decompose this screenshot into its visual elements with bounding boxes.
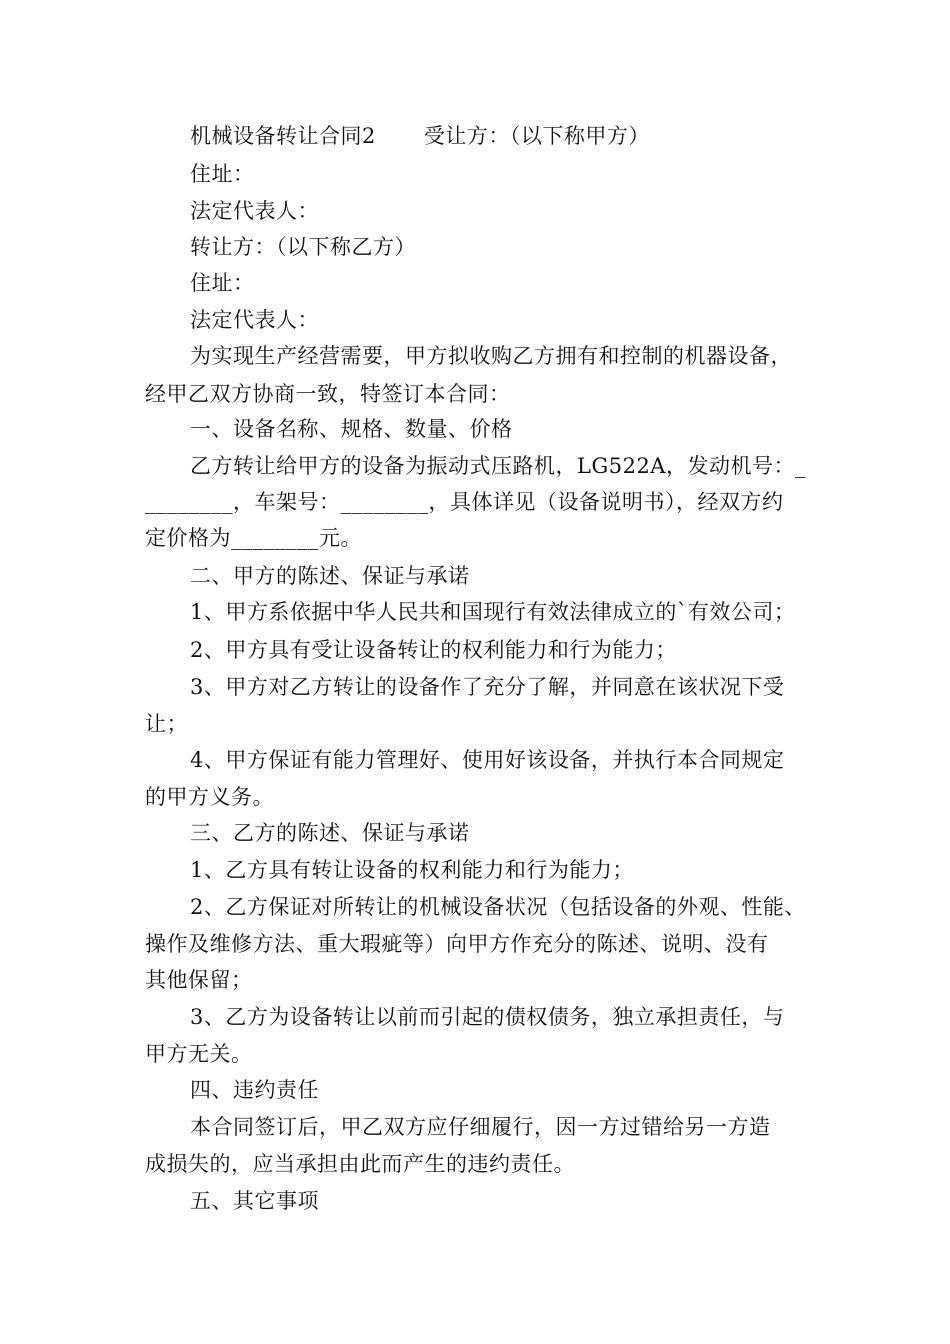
section-3-item-1: 1、乙方具有转让设备的权利能力和行为能力； (190, 858, 634, 882)
section-1-heading: 一、设备名称、规格、数量、价格 (190, 417, 513, 441)
section-3-item-2-cont-2: 其他保留； (145, 968, 253, 992)
section-2-heading: 二、甲方的陈述、保证与承诺 (190, 564, 470, 588)
party-a-address: 住址： (190, 162, 255, 186)
section-4-text-1: 本合同签订后，甲乙双方应仔细履行，因一方过错给另一方造 (190, 1115, 771, 1139)
preamble-line-2: 经甲乙双方协商一致，特签订本合同： (145, 382, 511, 406)
section-2-item-4-cont: 的甲方义务。 (145, 785, 274, 809)
section-2-item-4: 4、甲方保证有能力管理好、使用好该设备，并执行本合同规定 (190, 748, 785, 772)
section-2-item-3-cont: 让； (145, 712, 188, 736)
party-a-representative: 法定代表人： (190, 199, 319, 223)
section-1-text-3: 定价格为________元。 (145, 526, 362, 550)
section-4-heading: 四、违约责任 (190, 1078, 319, 1102)
party-a-heading: 受让方：（以下称甲方） (423, 124, 650, 148)
section-2-item-3: 3、甲方对乙方转让的设备作了充分了解，并同意在该状况下受 (190, 675, 785, 699)
section-3-item-2-cont-1: 操作及维修方法、重大瑕疵等）向甲方作充分的陈述、说明、没有 (145, 932, 769, 956)
document-title: 机械设备转让合同2 (190, 124, 376, 148)
preamble-line-1: 为实现生产经营需要，甲方拟收购乙方拥有和控制的机器设备， (190, 344, 792, 368)
section-3-heading: 三、乙方的陈述、保证与承诺 (190, 821, 470, 845)
section-1-text-2: ________，车架号：________，具体详见（设备说明书），经双方约 (145, 490, 784, 514)
section-3-item-3: 3、乙方为设备转让以前而引起的债权债务，独立承担责任，与 (190, 1005, 785, 1029)
section-1-text-1: 乙方转让给甲方的设备为振动式压路机，LG522A，发动机号：_ (190, 454, 806, 478)
section-3-item-2: 2、乙方保证对所转让的机械设备状况（包括设备的外观、性能、 (190, 895, 806, 919)
section-5-heading: 五、其它事项 (190, 1189, 319, 1213)
title-line (190, 122, 650, 150)
section-4-text-2: 成损失的，应当承担由此而产生的违约责任。 (145, 1152, 575, 1176)
section-3-item-3-cont: 甲方无关。 (145, 1042, 253, 1066)
party-b-heading: 转让方：（以下称乙方） (190, 235, 416, 259)
section-2-item-2: 2、甲方具有受让设备转让的权利能力和行为能力； (190, 638, 677, 662)
section-2-item-1: 1、甲方系依据中华人民共和国现行有效法律成立的`有效公司； (190, 600, 796, 624)
party-b-address: 住址： (190, 271, 255, 295)
party-b-representative: 法定代表人： (190, 308, 319, 332)
